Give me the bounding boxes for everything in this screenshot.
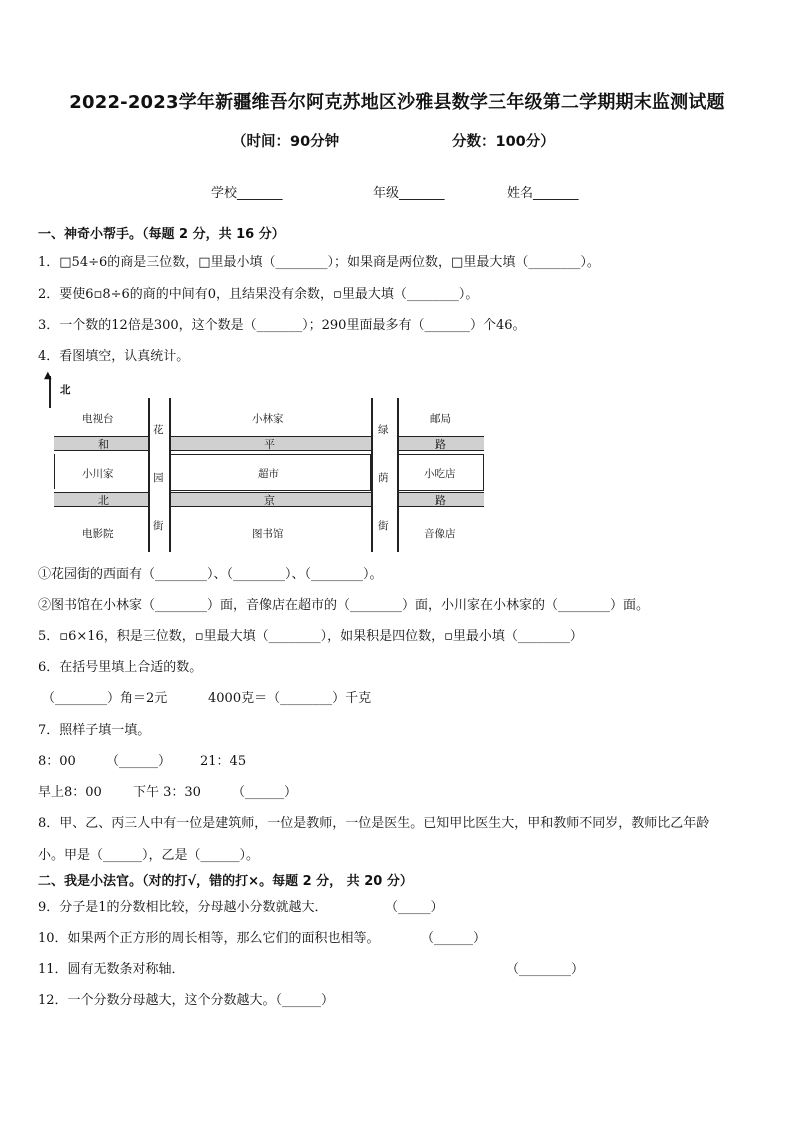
q7-time-2: 21：45 <box>200 754 247 769</box>
street2-char-1: 绿 <box>378 424 389 436</box>
road-jing-segment <box>169 492 371 507</box>
school-field[interactable]: 学校_______ <box>211 186 283 201</box>
road1-char-1: 和 <box>98 438 109 451</box>
question-9: 9．分子是1的分数相比较，分母越小分数就越大． <box>38 900 328 915</box>
road-bei-segment <box>54 492 148 507</box>
street1-char-2: 园 <box>153 472 164 484</box>
section-2-heading: 二、我是小法官。（对的打√，错的打×。每题 2 分， 共 20 分） <box>38 874 413 889</box>
road1-char-2: 平 <box>264 438 275 451</box>
question-4: 4．看图填空，认真统计。 <box>38 349 190 364</box>
exam-time: （时间：90分钟 <box>232 134 340 150</box>
q9-answer[interactable]: （_____） <box>385 900 444 915</box>
section-1-heading: 一、神奇小帮手。（每题 2 分，共 16 分） <box>38 227 285 242</box>
street1-char-3: 街 <box>153 520 164 532</box>
street2-char-3: 街 <box>378 520 389 532</box>
question-3: 3．一个数的12倍是300，这个数是（_______）；290里面最多有（_______）个46。 <box>38 318 526 333</box>
question-8-line2: 小。甲是（______），乙是（______）。 <box>38 848 260 863</box>
question-6b: 4000克＝（________）千克 <box>208 691 372 706</box>
question-4a: ①花园街的西面有（________）、（________）、（________）。 <box>38 567 383 582</box>
question-1: 1．□54÷6的商是三位数，□里最小填（________）；如果商是两位数，□里最大填（________）。 <box>38 255 600 270</box>
q11-answer[interactable]: （________） <box>506 962 585 977</box>
question-12: 12．一个分数分母越大，这个分数越大。（______） <box>38 993 335 1008</box>
question-4b: ②图书馆在小林家（________）面，音像店在超市的（________）面，小川家在小林家的（________）面。 <box>38 598 650 613</box>
question-8-line1: 8．甲、乙、丙三人中有一位是建筑师，一位是教师，一位是医生。已知甲比医生大，甲和教师不同岁，教师比乙年龄 <box>38 816 710 831</box>
road2-char-3: 路 <box>435 494 446 507</box>
q7-example-morning: 早上8：00 <box>38 785 102 800</box>
q7-answer-1[interactable]: （______） <box>106 754 172 769</box>
place-library: 图书馆 <box>252 528 284 540</box>
q7-answer-2[interactable]: （______） <box>232 785 298 800</box>
place-tv-station: 电视台 <box>82 413 114 425</box>
question-2: 2．要使6▫8÷6的商的中间有0，且结果没有余数，▫里最大填（________）。 <box>38 287 479 302</box>
road-he-segment <box>54 436 148 451</box>
question-6: 6．在括号里填上合适的数。 <box>38 660 203 675</box>
name-field[interactable]: 姓名_______ <box>507 186 579 201</box>
exam-score: 分数：100分） <box>452 134 555 150</box>
north-arrow-head-icon: ▲ <box>44 370 52 381</box>
north-label: 北 <box>60 384 71 396</box>
page-title: 2022-2023学年新疆维吾尔阿克苏地区沙雅县数学三年级第二学期期末监测试题 <box>69 92 725 113</box>
road-lu2-segment <box>397 492 484 507</box>
road2-char-2: 京 <box>264 494 275 507</box>
q7-example-time: 8：00 <box>38 754 76 769</box>
road-lu1-segment <box>397 436 484 451</box>
place-xiaolin-home: 小林家 <box>252 413 284 425</box>
question-5: 5．▫6×16，积是三位数，▫里最大填（________），如果积是四位数，▫里最小填（________） <box>38 629 583 644</box>
q10-answer[interactable]: （______） <box>421 931 487 946</box>
street-map <box>40 370 490 552</box>
street2-char-2: 荫 <box>378 472 389 484</box>
road-ping-segment <box>169 436 371 451</box>
street2-west-edge <box>371 398 373 552</box>
question-6a: （________）角＝2元 <box>42 691 168 706</box>
question-7: 7．照样子填一填。 <box>38 723 151 738</box>
grade-field[interactable]: 年级_______ <box>373 186 445 201</box>
place-snack-shop: 小吃店 <box>424 468 456 480</box>
question-11: 11．圆有无数条对称轴． <box>38 962 185 977</box>
question-10: 10．如果两个正方形的周长相等，那么它们的面积也相等。 <box>38 931 380 946</box>
road1-char-3: 路 <box>435 438 446 451</box>
q7-afternoon: 下午 3：30 <box>133 785 201 800</box>
place-post-office: 邮局 <box>430 413 451 425</box>
place-supermarket: 超市 <box>258 468 279 480</box>
street1-char-1: 花 <box>153 424 164 436</box>
place-cinema: 电影院 <box>82 528 114 540</box>
road2-char-1: 北 <box>98 494 109 507</box>
place-xiaochuan-home: 小川家 <box>82 468 114 480</box>
place-audio-store: 音像店 <box>424 528 456 540</box>
